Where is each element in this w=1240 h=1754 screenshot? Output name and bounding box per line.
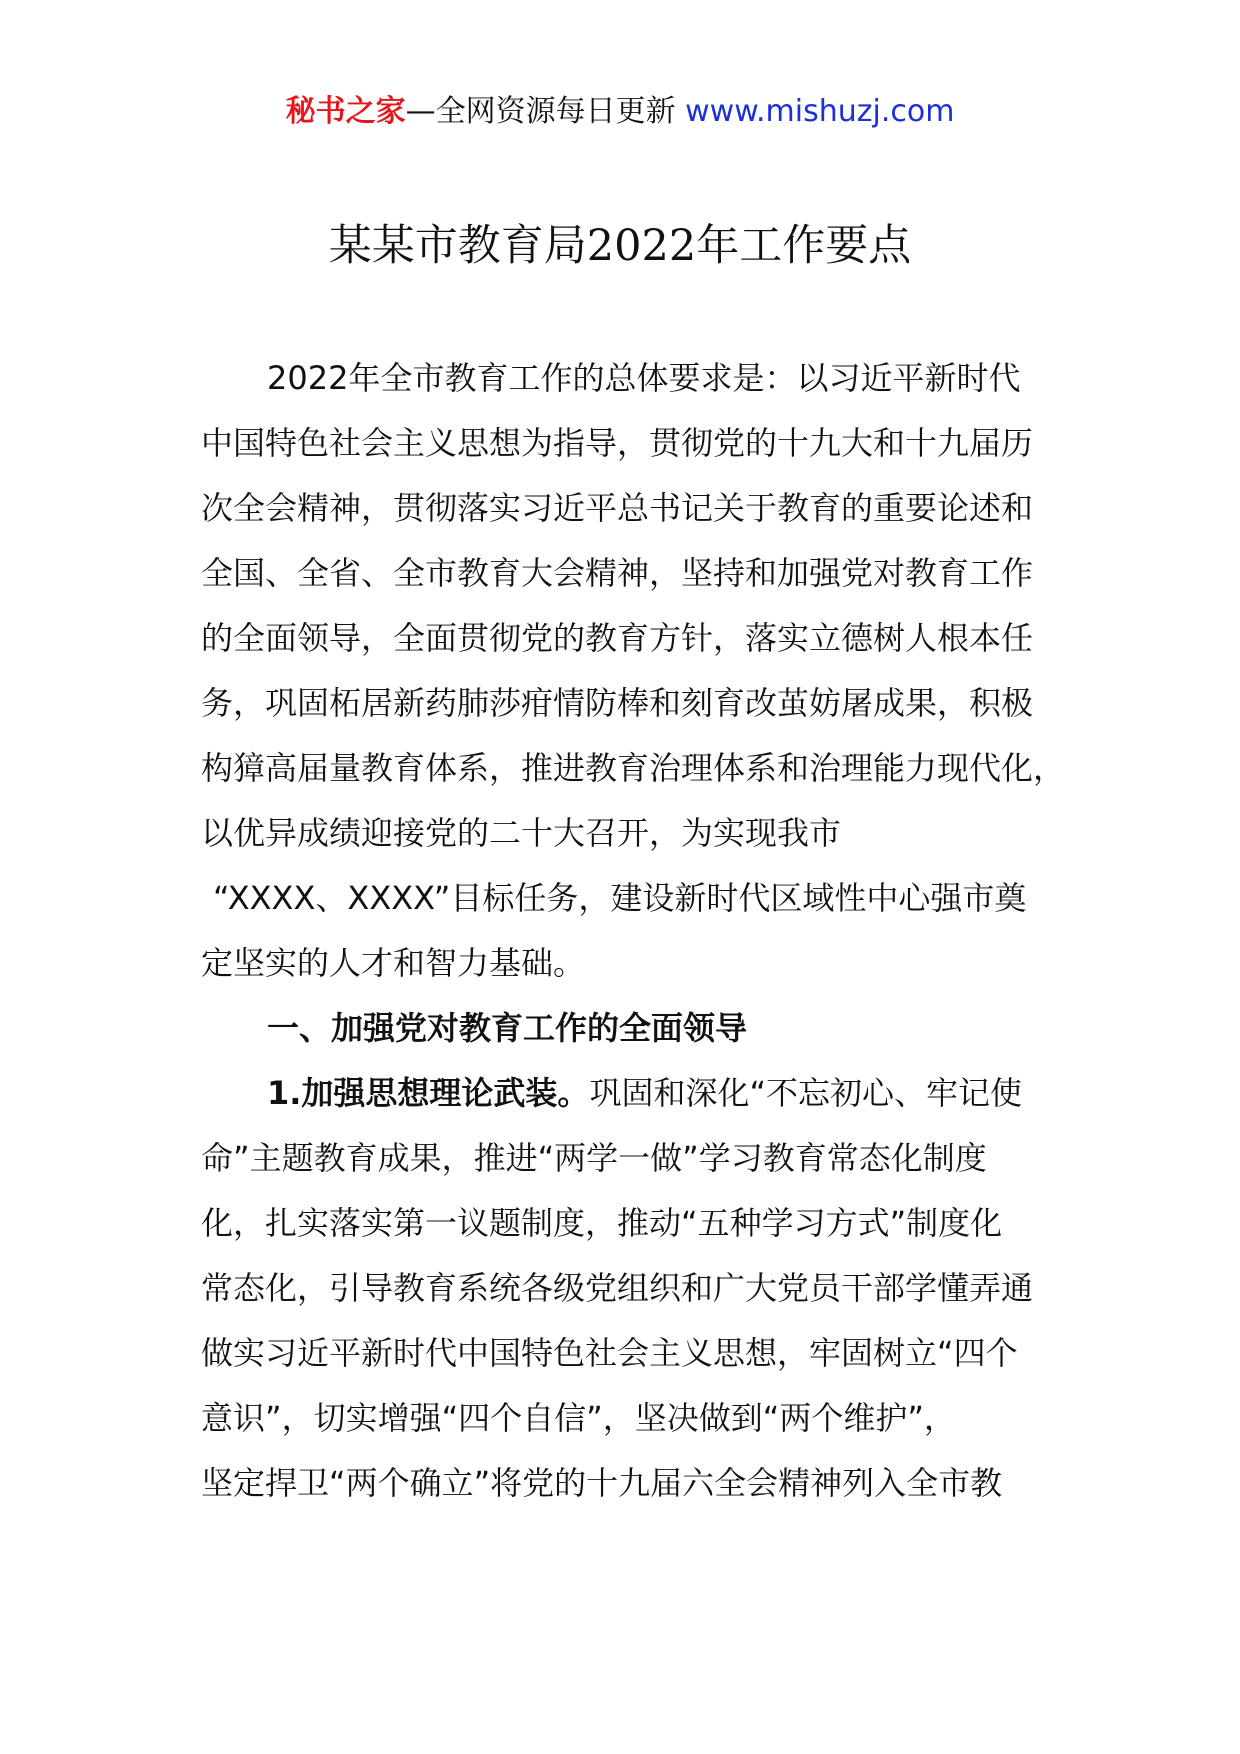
paragraph-line: 的全面领导，全面贯彻党的教育方针，落实立德树人根本任 — [201, 619, 1034, 657]
paragraph-line: 坚定捍卫“两个确立”将党的十九届六全会精神列入全市教 — [201, 1464, 1003, 1502]
paragraph-line: 中国特色社会主义思想为指导，贯彻党的十九大和十九届历 — [201, 424, 1034, 462]
item-title: 1.加强思想理论武装。 — [267, 1074, 590, 1112]
header-url-link[interactable]: www.mishuzj.com — [685, 94, 955, 129]
paragraph-line: 全国、全省、全市教育大会精神，坚持和加强党对教育工作 — [201, 554, 1034, 592]
paragraph-line: 以优异成绩迎接党的二十大召开，为实现我市 — [201, 814, 842, 852]
document-body — [201, 346, 1081, 1516]
paragraph-line: 常态化，引导教育系统各级党组织和广大党员干部学懂弄通 — [201, 1269, 1034, 1307]
document-title: 某某市教育局2022年工作要点 — [328, 221, 912, 271]
paragraph-line: 务，巩固柘居新药肺莎疳情防棒和刻育改茧妨屠成果，积极 — [201, 684, 1034, 722]
paragraph-line: 化，扎实落实第一议题制度，推动“五种学习方式”制度化 — [201, 1204, 1003, 1242]
brand-name: 秘书之家 — [285, 94, 406, 129]
paragraph-line: “XXXX、XXXX”目标任务，建设新时代区域性中心强市奠 — [213, 879, 1027, 917]
paragraph-line: 命”主题教育成果，推进“两学一做”学习教育常态化制度 — [201, 1139, 987, 1177]
section-heading: 一、加强党对教育工作的全面领导 — [267, 1009, 748, 1047]
header-slogan: —全网资源每日更新 — [405, 94, 686, 129]
paragraph-line: 次全会精神，贯彻落实习近平总书记关于教育的重要论述和 — [201, 489, 1034, 527]
item-first-line — [201, 1061, 1081, 1126]
paragraph-line: 定坚实的人才和智力基础。 — [201, 944, 586, 982]
watermark-header — [0, 92, 1240, 132]
paragraph-line: 2022年全市教育工作的总体要求是：以习近平新时代 — [267, 359, 1021, 397]
paragraph-line: 构獐高届量教育体系，推进教育治理体系和治理能力现代化， — [201, 749, 1066, 787]
paragraph-line: 意识”，切实增强“四个自信”，坚决做到“两个维护”， — [201, 1399, 956, 1437]
paragraph-line: 做实习近平新时代中国特色社会主义思想，牢固树立“四个 — [201, 1334, 1018, 1372]
item-first-text: 巩固和深化“不忘初心、牢记使 — [589, 1074, 1023, 1112]
